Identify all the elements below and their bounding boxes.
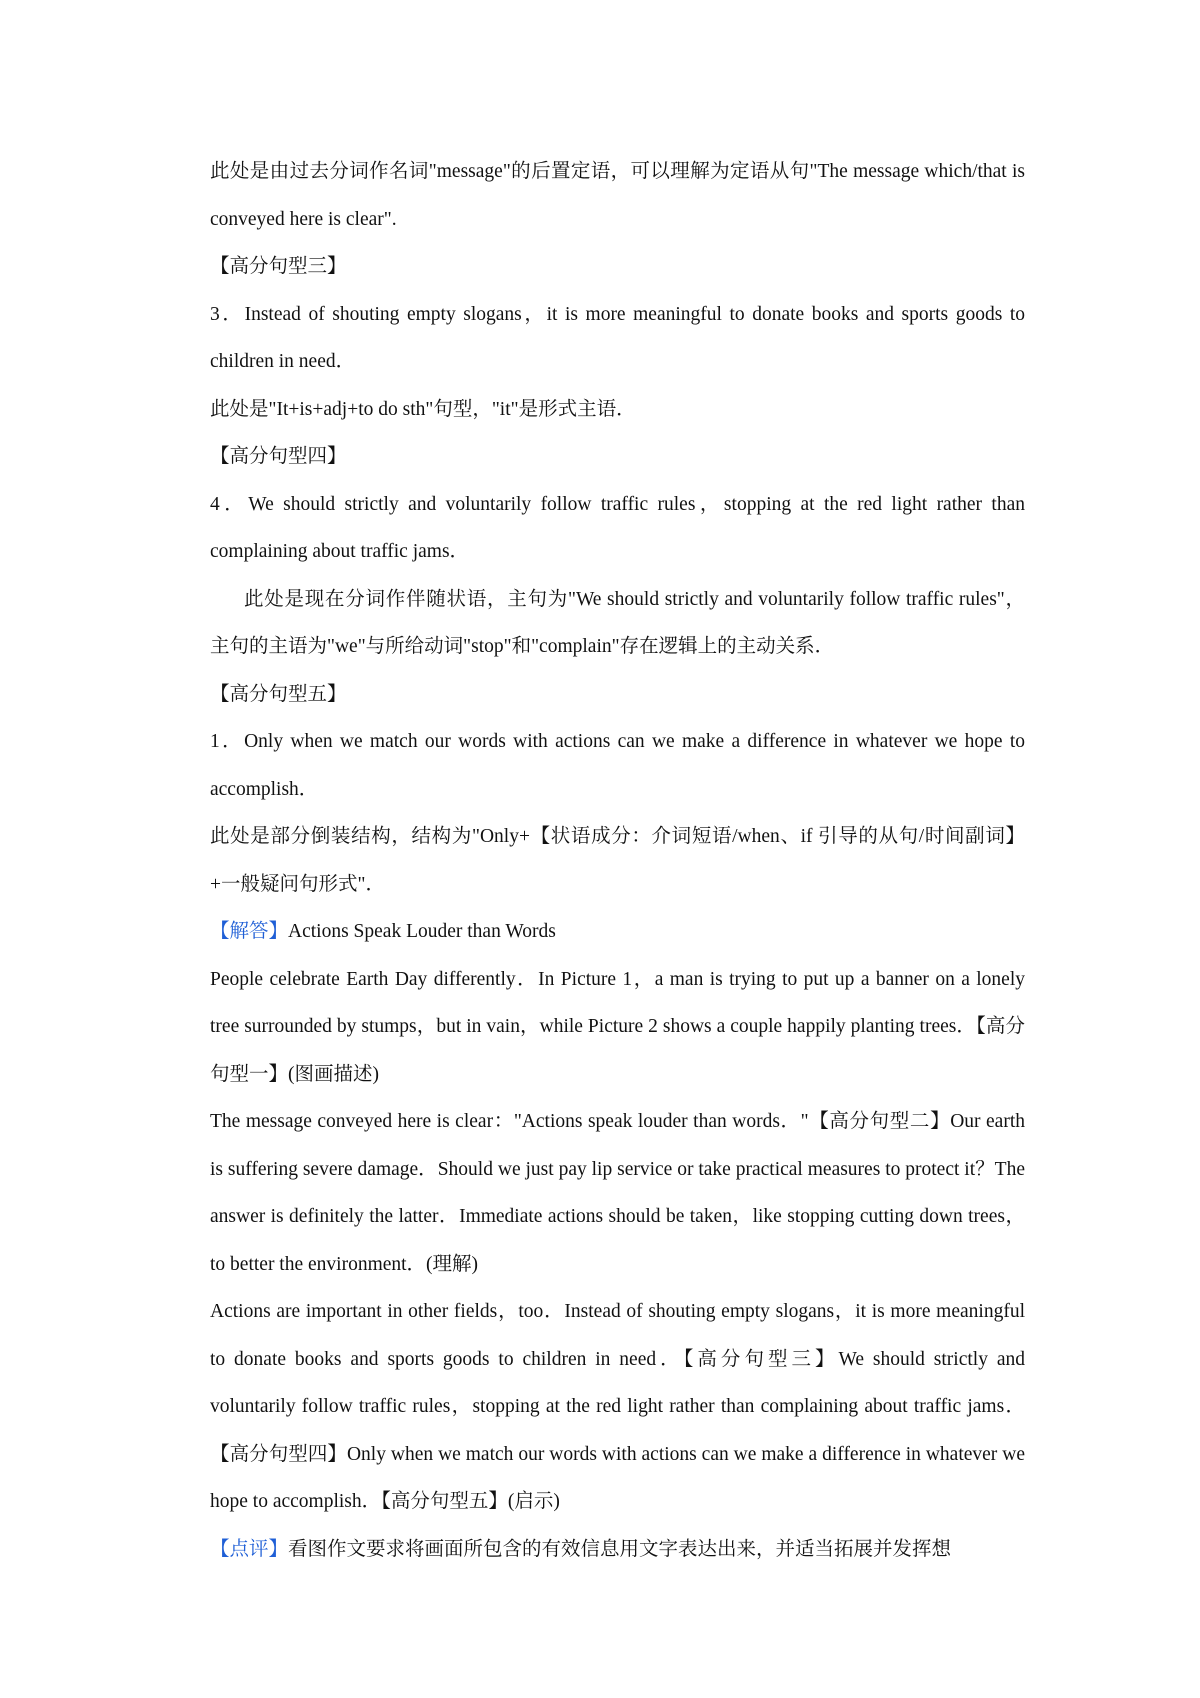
essay-title: Actions Speak Louder than Words [288,921,556,942]
answer-label: 【解答】 [210,921,289,942]
answer-heading [210,908,1025,956]
essay-paragraph: Actions are important in other fields，too．Instead of shouting empty slogans，it is more meaningful to donate books and sports goods to children in need．【高分句型三】We should strictly and voluntarily follow traffic rules，stopping at the red light rather than complaining about traffic jams．【高分句型四】Only when we match our words with actions can we make a difference in whatever we hope to accomplish．【高分句型五】(启示) [210,1301,1025,1512]
explanation-paragraph: 此处是现在分词作伴随状语，主句为"We should strictly and voluntarily follow traffic rules"，主句的主语为"we"与所给动词"stop"和"complain"存在逻辑上的主动关系． [210,588,1025,657]
comment-text: 看图作文要求将画面所包含的有效信息用文字表达出来，并适当拓展并发挥想 [288,1538,952,1560]
example-sentence: 1．Only when we match our words with actions can we make a difference in whatever we hope to accomplish． [210,731,1025,800]
essay-paragraph: The message conveyed here is clear："Actions speak louder than words．"【高分句型二】Our earth is suffering severe damage．Should we just pay lip service or take practical measures to protect it？The answer is definitely the latter．Immediate actions should be taken，like stopping cutting down trees，to better the environment．(理解) [210,1111,1025,1275]
example-sentence: 3．Instead of shouting empty slogans，it is more meaningful to donate books and sports goods to children in need． [210,303,1025,372]
comment-label: 【点评】 [210,1538,289,1560]
explanation-paragraph: 此处是部分倒装结构，结构为"Only+【状语成分：介词短语/when、if 引导的从句/时间副词】+一般疑问句形式"． [210,826,1025,895]
example-sentence: 4．We should strictly and voluntarily follow traffic rules，stopping at the red light rather than complaining about traffic jams． [210,493,1025,562]
explanation-paragraph: 此处是由过去分词作名词"message"的后置定语，可以理解为定语从句"The message which/that is conveyed here is clear". [210,161,1025,230]
section-heading: 【高分句型三】 [210,256,347,277]
section-heading: 【高分句型四】 [210,446,347,467]
document-page [210,148,1025,1573]
comment-paragraph [210,1526,1025,1574]
explanation-paragraph: 此处是"It+is+adj+to do sth"句型，"it"是形式主语． [210,398,636,420]
essay-paragraph: People celebrate Earth Day differently．In Picture 1，a man is trying to put up a banner on a lonely tree surrounded by stumps，but in vain，while Picture 2 shows a couple happily planting trees．【高分句型一】(图画描述) [210,968,1025,1085]
section-heading: 【高分句型五】 [210,683,347,705]
